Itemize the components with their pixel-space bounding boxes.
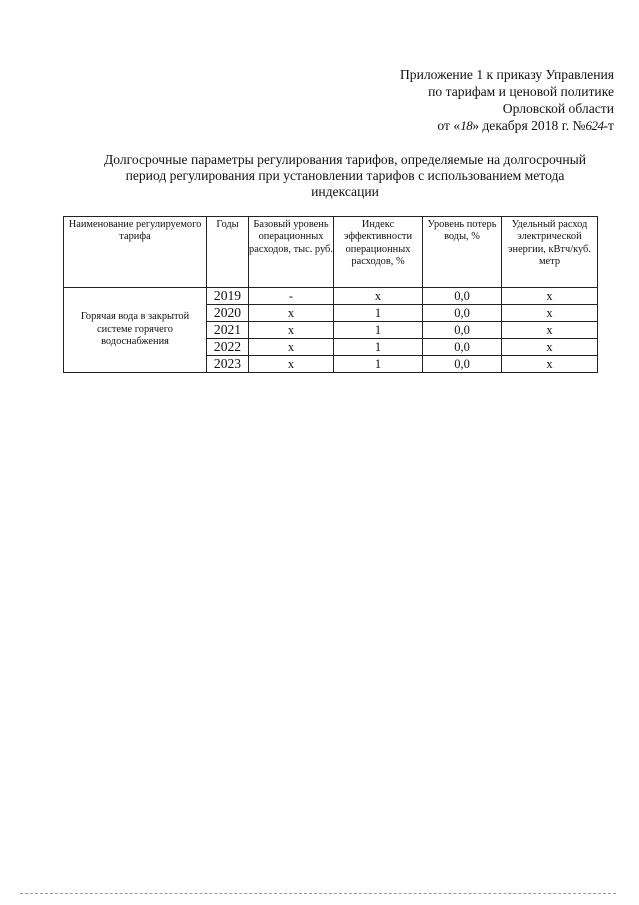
energy-cell: х bbox=[502, 288, 598, 305]
energy-cell: х bbox=[502, 305, 598, 322]
number-handwritten: 624 bbox=[585, 118, 604, 133]
losses-cell: 0,0 bbox=[423, 339, 502, 356]
losses-cell: 0,0 bbox=[423, 288, 502, 305]
index-cell: 1 bbox=[334, 305, 423, 322]
year-cell: 2023 bbox=[207, 356, 249, 373]
header-water-losses: Уровень потерь воды, % bbox=[423, 217, 502, 288]
losses-cell: 0,0 bbox=[423, 305, 502, 322]
base-cell: х bbox=[249, 305, 334, 322]
header-tariff-name: Наименование регулируемого тарифа bbox=[64, 217, 207, 288]
index-cell: 1 bbox=[334, 339, 423, 356]
header-line-2: по тарифам и ценовой политике bbox=[428, 84, 614, 99]
base-cell: х bbox=[249, 339, 334, 356]
title-line-2: период регулирования при установлении тарифов с использованием метода bbox=[125, 168, 565, 183]
date-prefix: от « bbox=[437, 118, 461, 133]
header-line-3: Орловской области bbox=[502, 101, 614, 116]
tariff-parameters-table bbox=[63, 216, 598, 373]
year-cell: 2021 bbox=[207, 322, 249, 339]
index-cell: х bbox=[334, 288, 423, 305]
energy-cell: х bbox=[502, 356, 598, 373]
document-header bbox=[400, 66, 614, 134]
year-cell: 2020 bbox=[207, 305, 249, 322]
energy-cell: х bbox=[502, 339, 598, 356]
header-efficiency-index: Индекс эффективности операционных расходов, % bbox=[334, 217, 423, 288]
table-row bbox=[64, 288, 598, 305]
title-line-3: индексации bbox=[311, 184, 379, 199]
year-cell: 2022 bbox=[207, 339, 249, 356]
tariff-name-cell: Горячая вода в закрытой системе горячего водоснабжения bbox=[64, 288, 207, 373]
index-cell: 1 bbox=[334, 356, 423, 373]
base-cell: х bbox=[249, 322, 334, 339]
header-energy-consumption: Удельный расход электрической энергии, кВтч/куб. метр bbox=[502, 217, 598, 288]
header-base-level: Базовый уровень операционных расходов, тыс. руб. bbox=[249, 217, 334, 288]
base-cell: х bbox=[249, 356, 334, 373]
title-line-1: Долгосрочные параметры регулирования тарифов, определяемые на долгосрочный bbox=[103, 152, 587, 167]
header-date-line bbox=[400, 117, 614, 134]
base-cell: - bbox=[249, 288, 334, 305]
document-title bbox=[70, 152, 620, 200]
header-line-1: Приложение 1 к приказу Управления bbox=[399, 67, 614, 82]
losses-cell: 0,0 bbox=[423, 356, 502, 373]
index-cell: 1 bbox=[334, 322, 423, 339]
page-bottom-rule bbox=[20, 893, 616, 894]
year-cell: 2019 bbox=[207, 288, 249, 305]
day-handwritten: 18 bbox=[460, 118, 473, 133]
table-header-row bbox=[64, 217, 598, 288]
losses-cell: 0,0 bbox=[423, 322, 502, 339]
date-middle: » декабря 2018 г. № bbox=[472, 118, 586, 133]
energy-cell: х bbox=[502, 322, 598, 339]
header-years: Годы bbox=[207, 217, 249, 288]
number-suffix: -т bbox=[603, 118, 614, 133]
